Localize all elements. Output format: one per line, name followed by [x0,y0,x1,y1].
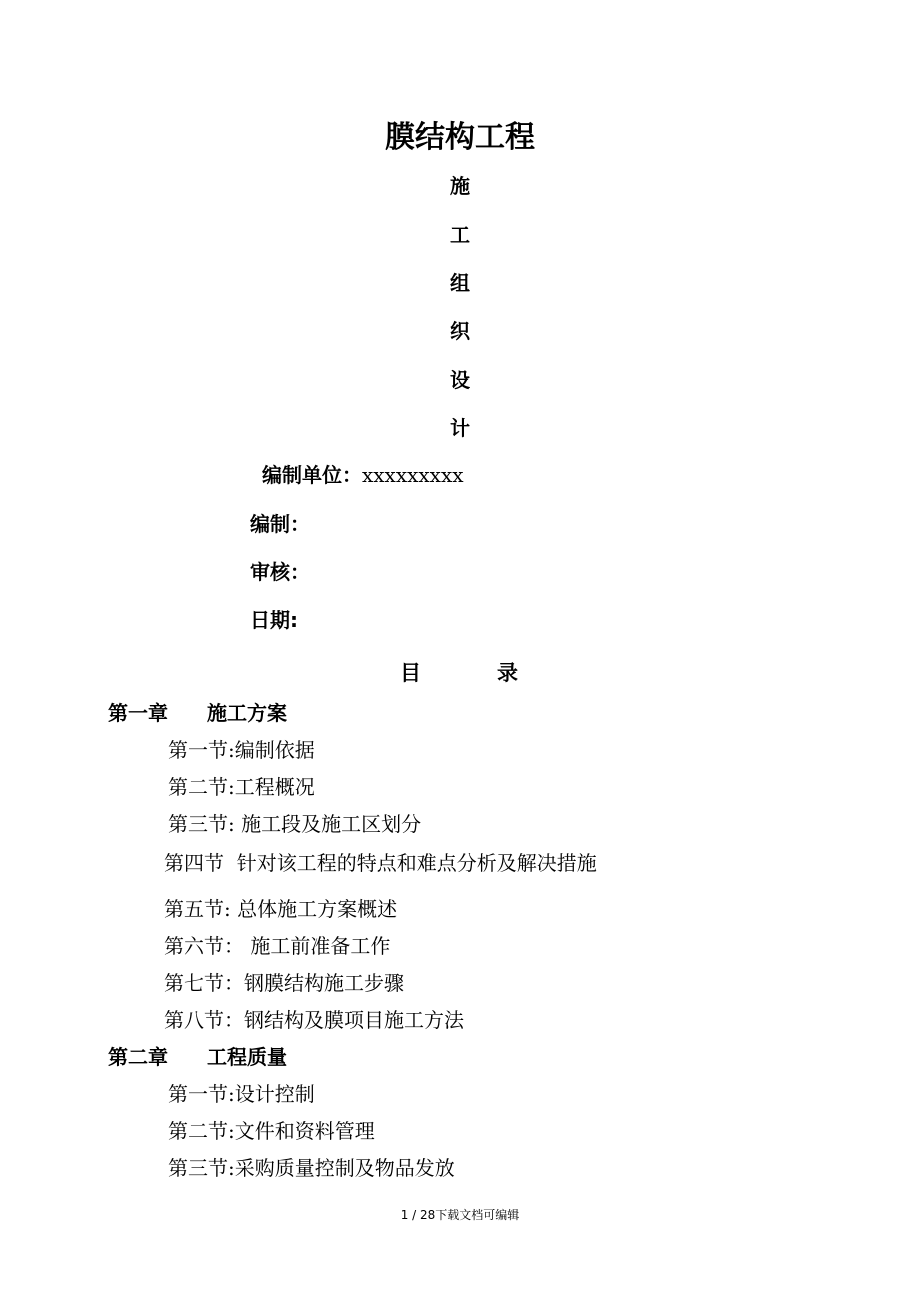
field-value: xxxxxxxxx [362,463,464,487]
section-title: 工程概况 [234,775,315,799]
chapter-number: 第二章 [108,1045,168,1069]
toc-chapter-1[interactable] [108,697,168,726]
toc-section-1-2[interactable] [168,771,315,800]
toc-chapter-2-title[interactable]: 工程质量 [207,1045,287,1069]
section-title: 设计控制 [234,1082,315,1106]
vertical-char-1: 施 [450,174,470,198]
toc-section-1-7[interactable] [164,967,404,996]
document-title: 膜结构工程 [385,120,535,155]
vertical-char-2: 工 [450,223,470,247]
toc-section-1-1[interactable] [168,734,315,763]
section-title: 编制依据 [234,738,315,762]
toc-section-2-2[interactable] [168,1115,375,1144]
field-compiling-unit [262,459,464,488]
vertical-char-4: 织 [450,319,470,343]
section-number: 第三节: [168,1156,235,1180]
section-title: 施工段及施工区划分 [234,812,422,836]
section-number: 第四节 [164,851,224,875]
section-title: 针对该工程的特点和难点分析及解决措施 [224,851,597,875]
section-number: 第六节： [164,934,244,958]
section-title: 采购质量控制及物品发放 [234,1156,455,1180]
section-number: 第八节： [164,1008,244,1032]
section-title: 钢结构及膜项目施工方法 [244,1008,464,1032]
field-label: 审核： [250,560,310,584]
toc-chapter-2[interactable] [108,1041,168,1070]
toc-section-2-1[interactable] [168,1078,315,1107]
toc-section-1-4[interactable] [164,847,597,876]
field-label: 编制单位： [262,463,362,487]
toc-section-1-8[interactable] [164,1004,464,1033]
toc-section-1-6[interactable] [164,930,390,959]
section-title: 文件和资料管理 [234,1119,375,1143]
section-number: 第七节： [164,971,244,995]
section-number: 第一节: [168,1082,235,1106]
vertical-char-3: 组 [450,271,470,295]
field-date [250,604,298,633]
toc-section-2-3[interactable] [168,1152,455,1181]
section-number: 第二节: [168,775,235,799]
field-label: 编制： [250,512,310,536]
section-title: 钢膜结构施工步骤 [244,971,404,995]
chapter-number: 第一章 [108,701,168,725]
field-reviewer [250,556,310,585]
section-number: 第一节: [168,738,235,762]
page-footer: 1 / 28下载文档可编辑 [400,1208,520,1222]
toc-section-1-5[interactable] [164,893,397,922]
vertical-char-6: 计 [450,416,470,440]
section-title: 施工前准备工作 [244,934,391,958]
section-title: 总体施工方案概述 [230,897,398,921]
toc-title-left: 目 [400,661,421,685]
field-compiler [250,508,310,537]
toc-chapter-1-title[interactable]: 施工方案 [207,701,287,725]
section-number: 第三节: [168,812,235,836]
toc-section-1-3[interactable] [168,808,421,837]
vertical-char-5: 设 [450,368,470,392]
section-number: 第五节: [164,897,231,921]
field-label: 日期: [250,608,298,632]
toc-title-right: 录 [497,661,518,685]
section-number: 第二节: [168,1119,235,1143]
